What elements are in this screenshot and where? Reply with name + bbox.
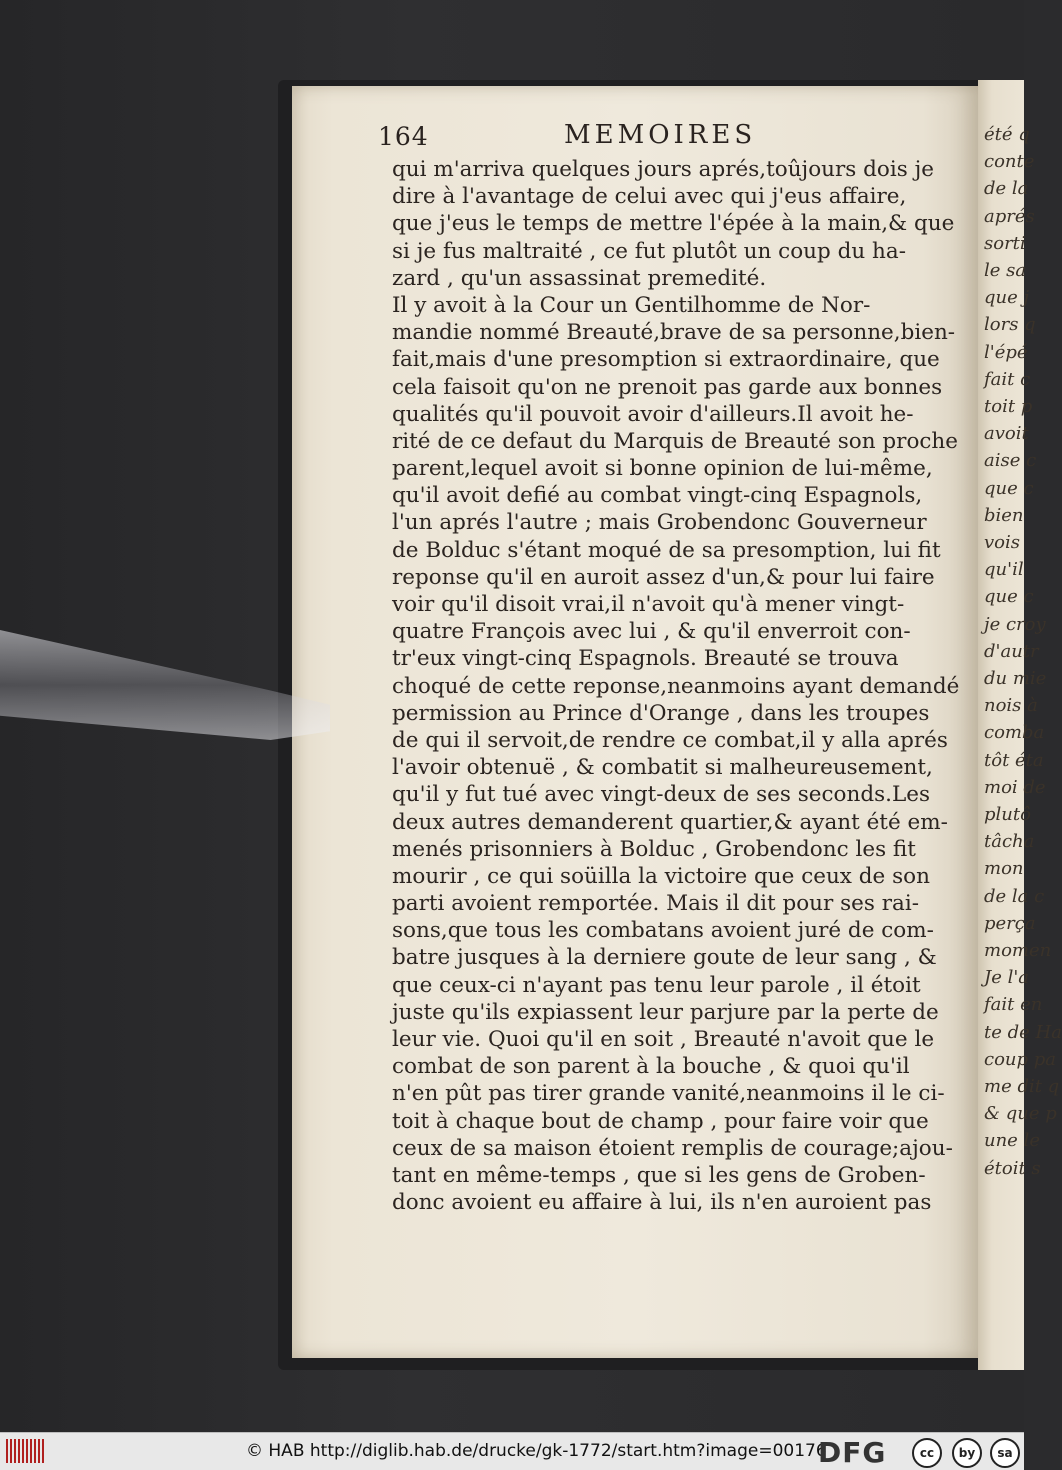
text-line: deux autres demanderent quartier,& ayant été em-: [392, 809, 948, 835]
text-line: l'un aprés l'autre ; mais Grobendonc Gouverneur: [392, 510, 927, 536]
next-page-fragment: mon: [984, 858, 1024, 880]
text-line: que ceux-ci n'ayant pas tenu leur parole , il étoit: [392, 972, 921, 998]
text-line: qu'il y fut tué avec vingt-deux de ses seconds.Les: [392, 782, 931, 808]
next-page-fragment: comba: [984, 722, 1045, 744]
next-page-fragment: avoit: [984, 423, 1029, 445]
next-page-fragment: perça: [984, 912, 1036, 934]
text-line: voir qu'il disoit vrai,il n'avoit qu'à mener vingt-: [392, 592, 905, 617]
next-page-fragment: moi de: [984, 776, 1046, 798]
text-line: tr'eux vingt-cinq Espagnols. Breauté se trouva: [392, 646, 899, 672]
text-line: que j'eus le temps de mettre l'épée à la main,& que: [392, 211, 955, 237]
next-page-fragment: que j: [984, 287, 1030, 309]
text-line: zard , qu'un assassinat premedité.: [392, 265, 767, 291]
text-line: combat de son parent à la bouche , & quoi qu'il: [392, 1054, 910, 1080]
next-page-fragment: lors q: [984, 314, 1036, 336]
next-page-fragment: coup pa: [984, 1048, 1057, 1070]
text-line: mandie nommé Breauté,brave de sa personne,bien-: [392, 320, 956, 346]
text-line: sons,que tous les combatans avoient juré de com-: [392, 918, 934, 944]
by-license-icon[interactable]: by: [952, 1438, 982, 1468]
next-page-fragment: bien: [984, 504, 1024, 526]
text-line: l'avoir obtenuë , & combatit si malheureusement,: [392, 755, 933, 781]
next-page-fragment: que c: [984, 477, 1034, 499]
text-line: n'en pût pas tirer grande vanité,neanmoins il le ci-: [392, 1081, 945, 1107]
next-page-fragment: étoit s: [984, 1157, 1041, 1179]
hab-barcode-icon: [6, 1439, 46, 1463]
next-page-fragment: conte: [984, 151, 1035, 173]
next-page-fragment: une le: [984, 1130, 1040, 1152]
next-page-fragment: te de Ha: [984, 1021, 1062, 1043]
text-line: qualités qu'il pouvoit avoir d'ailleurs.Il avoit he-: [392, 401, 914, 427]
next-page-fragment: plutô: [984, 804, 1031, 825]
attribution-link[interactable]: © HAB http://diglib.hab.de/drucke/gk-1772/start.htm?image=00176: [246, 1441, 827, 1461]
text-line: Il y avoit à la Cour un Gentilhomme de Nor-: [392, 292, 871, 318]
next-page-fragment: Je l'a: [984, 967, 1030, 989]
next-page-fragment: qu'il: [984, 559, 1024, 581]
viewer-footer: [0, 1432, 1024, 1470]
next-page-fragment: vois: [984, 532, 1020, 553]
next-page-fragment: le sa: [984, 260, 1027, 281]
text-line: quatre François avec lui , & qu'il enverroit con-: [392, 619, 911, 645]
next-page-fragment: de la c: [984, 885, 1045, 907]
text-line: qui m'arriva quelques jours aprés,toûjours dois je: [392, 157, 935, 182]
text-line: batre jusques à la derniere goute de leur sang , &: [392, 945, 937, 971]
next-page-fragment: de la: [984, 178, 1029, 200]
next-page-fragment: je croy: [984, 613, 1046, 635]
next-page-fragment: fait en: [984, 994, 1043, 1016]
text-line: ceux de sa maison étoient remplis de courage;ajou-: [392, 1135, 953, 1161]
text-line: menés prisonniers à Bolduc , Grobendonc les fit: [392, 836, 916, 862]
next-page-fragment: fait c: [984, 368, 1031, 390]
sa-license-icon[interactable]: sa: [990, 1438, 1020, 1468]
next-page-fragment: aprés: [984, 205, 1035, 227]
text-line: parent,lequel avoit si bonne opinion de lui-même,: [392, 456, 933, 482]
text-line: de qui il servoit,de rendre ce combat,il y alla aprés: [392, 727, 948, 753]
next-page-fragment: me dit q: [984, 1076, 1060, 1097]
running-title: MEMOIRES: [564, 120, 757, 150]
text-line: rité de ce defaut du Marquis de Breauté son proche: [392, 428, 959, 454]
text-line: reponse qu'il en auroit assez d'un,& pour lui faire: [392, 564, 935, 590]
next-page-fragment: nois à: [984, 695, 1038, 717]
next-page-fragment: aise c: [984, 450, 1037, 472]
text-line: parti avoient remportée. Mais il dit pour ses rai-: [392, 891, 919, 917]
next-page-fragment: été q: [984, 124, 1030, 145]
next-page-fragment: tâcha: [984, 831, 1035, 853]
text-line: fait,mais d'une presomption si extraordinaire, que: [392, 347, 940, 373]
next-page-fragment: l'épé: [984, 341, 1028, 363]
text-line: mourir , ce qui soüilla la victoire que ceux de son: [392, 863, 930, 889]
text-line: de Bolduc s'étant moqué de sa presomption, lui fit: [392, 537, 941, 563]
text-line: toit à chaque bout de champ , pour faire voir que: [392, 1108, 929, 1134]
next-page-fragment: & que p: [984, 1103, 1057, 1125]
next-page-fragment: toit p: [984, 396, 1033, 417]
text-line: si je fus maltraité , ce fut plutôt un coup du ha-: [392, 238, 906, 264]
text-line: tant en même-temps , que si les gens de Groben-: [392, 1162, 926, 1188]
next-page-fragment: momen: [984, 940, 1052, 961]
next-page-fragment: tôt éta: [984, 749, 1044, 771]
page-number: 164: [378, 122, 429, 151]
text-line: leur vie. Quoi qu'il en soit , Breauté n'avoit que le: [392, 1027, 935, 1052]
text-line: choqué de cette reponse,neanmoins ayant demandé: [392, 673, 960, 699]
next-page-fragment: d'autr: [984, 640, 1039, 662]
next-page-fragment: sorti: [984, 232, 1026, 254]
dfg-logo: DFG: [818, 1436, 887, 1469]
next-page-fragment: que c: [984, 586, 1034, 608]
page-header: [378, 118, 938, 154]
text-line: cela faisoit qu'on ne prenoit pas garde aux bonnes: [392, 374, 943, 400]
next-page-edge: [978, 80, 1062, 1370]
text-line: dire à l'avantage de celui avec qui j'eus affaire,: [392, 184, 907, 210]
text-line: donc avoient eu affaire à lui, ils n'en auroient pas: [392, 1190, 932, 1216]
text-line: qu'il avoit defié au combat vingt-cinq Espagnols,: [392, 483, 923, 509]
next-page-fragment: du mie: [984, 668, 1047, 689]
text-line: juste qu'ils expiassent leur parjure par la perte de: [392, 999, 939, 1025]
text-line: permission au Prince d'Orange , dans les troupes: [392, 700, 930, 726]
page-text: [392, 156, 960, 1216]
cc-license-icon[interactable]: cc: [912, 1438, 942, 1468]
